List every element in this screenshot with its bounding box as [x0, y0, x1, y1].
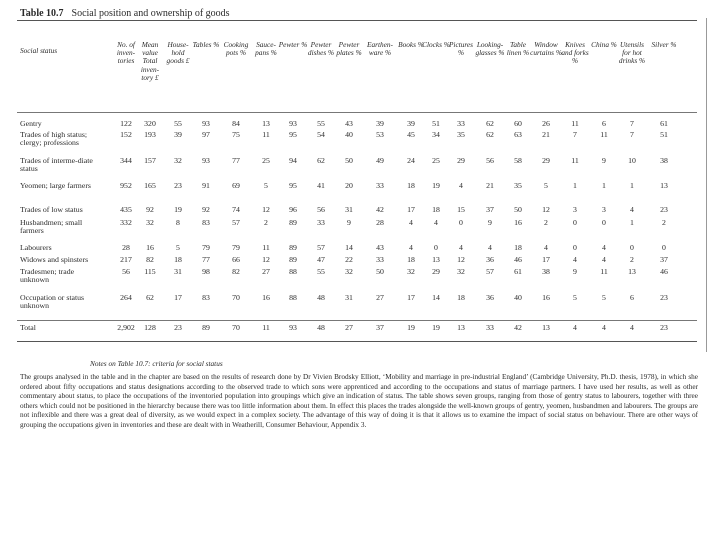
table-cell: 83 — [202, 293, 210, 302]
table-cell: 43 — [376, 243, 384, 252]
table-cell: 79 — [232, 243, 240, 252]
row-label: Trades of interme-diate status — [20, 156, 93, 174]
table-cell: 20 — [345, 181, 353, 190]
table-cell: 70 — [232, 293, 240, 302]
table-cell: 60 — [514, 119, 522, 128]
table-cell: 18 — [432, 205, 440, 214]
table-cell: 13 — [628, 267, 636, 276]
table-cell: 435 — [120, 205, 132, 214]
table-cell: 4 — [409, 243, 413, 252]
table-cell: 332 — [120, 218, 132, 227]
table-cell: 56 — [122, 267, 130, 276]
table-cell: 34 — [432, 130, 440, 139]
table-cell: 29 — [432, 267, 440, 276]
table-cell: 33 — [317, 218, 325, 227]
table-cell: 93 — [202, 156, 210, 165]
table-cell: 4 — [630, 205, 634, 214]
table-cell: 5 — [573, 293, 577, 302]
table-cell: 89 — [289, 243, 297, 252]
table-cell: 88 — [289, 293, 297, 302]
table-cell: 42 — [376, 205, 384, 214]
table-cell: 128 — [144, 323, 156, 332]
table-cell: 31 — [174, 267, 182, 276]
table-cell: 82 — [232, 267, 240, 276]
table-cell: 9 — [602, 156, 606, 165]
table-cell: 57 — [317, 243, 325, 252]
table-cell: 29 — [542, 156, 550, 165]
header-social-status: Social status — [20, 46, 58, 55]
table-cell: 91 — [202, 181, 210, 190]
table-cell: 36 — [486, 293, 494, 302]
table-cell: 17 — [542, 255, 550, 264]
table-cell: 95 — [289, 181, 297, 190]
table-cell: 11 — [600, 130, 608, 139]
table-cell: 66 — [232, 255, 240, 264]
table-cell: 32 — [146, 218, 154, 227]
table-cell: 0 — [602, 218, 606, 227]
table-cell: 53 — [376, 130, 384, 139]
table-cell: 9 — [347, 218, 351, 227]
table-cell: 21 — [542, 130, 550, 139]
table-cell: 31 — [345, 293, 353, 302]
column-header: Sauce-pans % — [255, 40, 277, 58]
table-cell: 98 — [202, 267, 210, 276]
table-cell: 264 — [120, 293, 132, 302]
table-cell: 19 — [407, 323, 415, 332]
table-cell: 23 — [660, 323, 668, 332]
table-cell: 8 — [176, 218, 180, 227]
table-cell: 93 — [289, 119, 297, 128]
table-cell: 50 — [345, 156, 353, 165]
table-cell: 18 — [514, 243, 522, 252]
column-header: China % — [591, 40, 617, 49]
table-cell: 11 — [600, 267, 608, 276]
table-cell: 12 — [542, 205, 550, 214]
table-cell: 4 — [544, 243, 548, 252]
header-rule — [17, 112, 697, 113]
table-cell: 33 — [486, 323, 494, 332]
table-cell: 56 — [486, 156, 494, 165]
table-cell: 62 — [146, 293, 154, 302]
table-cell: 51 — [432, 119, 440, 128]
table-cell: 23 — [660, 205, 668, 214]
table-cell: 55 — [174, 119, 182, 128]
table-cell: 37 — [660, 255, 668, 264]
table-cell: 4 — [602, 255, 606, 264]
column-header: Looking-glasses % — [475, 40, 505, 58]
column-header: Clocks % — [422, 40, 450, 49]
column-header: House-hold goods £ — [166, 40, 190, 66]
column-header: Earthen-ware % — [367, 40, 393, 58]
table-cell: 1 — [630, 181, 634, 190]
table-cell: 93 — [289, 323, 297, 332]
table-cell: 19 — [432, 323, 440, 332]
table-cell: 22 — [345, 255, 353, 264]
row-label: Widows and spinsters — [20, 255, 89, 264]
table-cell: 25 — [262, 156, 270, 165]
row-label: Labourers — [20, 243, 52, 252]
table-cell: 13 — [542, 323, 550, 332]
table-cell: 63 — [514, 130, 522, 139]
table-cell: 14 — [345, 243, 353, 252]
column-header: Books % — [398, 40, 424, 49]
table-cell: 69 — [232, 181, 240, 190]
table-cell: 45 — [407, 130, 415, 139]
table-cell: 217 — [120, 255, 132, 264]
table-cell: 3 — [573, 205, 577, 214]
table-cell: 89 — [202, 323, 210, 332]
table-cell: 32 — [345, 267, 353, 276]
table-cell: 40 — [345, 130, 353, 139]
table-cell: 152 — [120, 130, 132, 139]
table-cell: 54 — [317, 130, 325, 139]
table-cell: 27 — [345, 323, 353, 332]
table-cell: 56 — [317, 205, 325, 214]
table-cell: 12 — [262, 255, 270, 264]
table-cell: 165 — [144, 181, 156, 190]
table-cell: 36 — [486, 255, 494, 264]
table-cell: 61 — [660, 119, 668, 128]
bottom-rule — [17, 341, 697, 342]
table-cell: 14 — [432, 293, 440, 302]
table-cell: 58 — [514, 156, 522, 165]
vertical-rule — [706, 18, 707, 352]
table-cell: 15 — [457, 205, 465, 214]
table-cell: 51 — [660, 130, 668, 139]
table-cell: 4 — [573, 323, 577, 332]
table-cell: 27 — [376, 293, 384, 302]
table-cell: 48 — [317, 323, 325, 332]
table-title — [20, 8, 230, 19]
table-cell: 4 — [573, 255, 577, 264]
table-cell: 10 — [628, 156, 636, 165]
table-cell: 11 — [262, 243, 270, 252]
table-cell: 92 — [146, 205, 154, 214]
table-cell: 19 — [432, 181, 440, 190]
table-cell: 11 — [262, 323, 270, 332]
table-cell: 16 — [146, 243, 154, 252]
table-cell: 50 — [514, 205, 522, 214]
total-rule — [17, 320, 697, 321]
table-cell: 33 — [457, 119, 465, 128]
table-cell: 37 — [376, 323, 384, 332]
table-cell: 37 — [486, 205, 494, 214]
table-cell: 61 — [514, 267, 522, 276]
table-caption: Social position and ownership of goods — [71, 8, 230, 19]
column-header: Knives and forks % — [561, 40, 589, 66]
table-cell: 97 — [202, 130, 210, 139]
column-header: Pictures % — [448, 40, 474, 58]
column-header: Tables % — [192, 40, 220, 49]
table-cell: 41 — [317, 181, 325, 190]
table-cell: 4 — [459, 181, 463, 190]
column-header: Cooking pots % — [223, 40, 249, 58]
table-cell: 40 — [514, 293, 522, 302]
table-cell: 4 — [602, 323, 606, 332]
column-header: Pewter plates % — [336, 40, 362, 58]
table-cell: 12 — [262, 205, 270, 214]
table-cell: 13 — [660, 181, 668, 190]
table-cell: 19 — [174, 205, 182, 214]
table-cell: 39 — [174, 130, 182, 139]
table-cell: 39 — [407, 119, 415, 128]
table-cell: 11 — [571, 119, 579, 128]
table-cell: 57 — [232, 218, 240, 227]
table-cell: 28 — [376, 218, 384, 227]
column-header: Pewter % — [278, 40, 308, 49]
table-cell: 23 — [174, 181, 182, 190]
table-cell: 4 — [409, 218, 413, 227]
table-cell: 4 — [434, 218, 438, 227]
table-cell: 38 — [542, 267, 550, 276]
table-cell: 12 — [457, 255, 465, 264]
table-cell: 7 — [573, 130, 577, 139]
table-cell: 33 — [376, 255, 384, 264]
table-cell: 2,902 — [117, 323, 135, 332]
table-cell: 27 — [262, 267, 270, 276]
table-cell: 1 — [573, 181, 577, 190]
table-cell: 0 — [662, 243, 666, 252]
column-header: Table linen % — [506, 40, 530, 58]
table-cell: 0 — [434, 243, 438, 252]
table-cell: 193 — [144, 130, 156, 139]
table-cell: 43 — [345, 119, 353, 128]
table-cell: 70 — [232, 323, 240, 332]
table-cell: 3 — [602, 205, 606, 214]
table-cell: 0 — [573, 243, 577, 252]
table-cell: 122 — [120, 119, 132, 128]
table-cell: 32 — [407, 267, 415, 276]
table-cell: 11 — [262, 130, 270, 139]
row-label: Husbandmen; small farmers — [20, 218, 83, 236]
table-cell: 2 — [544, 218, 548, 227]
table-cell: 4 — [602, 243, 606, 252]
table-cell: 6 — [630, 293, 634, 302]
table-cell: 157 — [144, 156, 156, 165]
table-cell: 29 — [457, 156, 465, 165]
table-cell: 11 — [571, 156, 579, 165]
table-cell: 57 — [486, 267, 494, 276]
table-cell: 7 — [630, 130, 634, 139]
table-cell: 38 — [660, 156, 668, 165]
row-label: Trades of high status; clergy; professions — [20, 130, 88, 148]
table-cell: 96 — [289, 205, 297, 214]
table-cell: 89 — [289, 255, 297, 264]
table-cell: 0 — [630, 243, 634, 252]
table-cell: 48 — [317, 293, 325, 302]
table-cell: 74 — [232, 205, 240, 214]
table-cell: 83 — [202, 218, 210, 227]
table-cell: 17 — [174, 293, 182, 302]
table-cell: 62 — [486, 119, 494, 128]
table-cell: 79 — [202, 243, 210, 252]
column-header: Silver % — [651, 40, 677, 49]
table-cell: 35 — [514, 181, 522, 190]
table-cell: 16 — [514, 218, 522, 227]
row-label: Tradesmen; trade unknown — [20, 267, 75, 285]
table-cell: 344 — [120, 156, 132, 165]
table-cell: 24 — [407, 156, 415, 165]
notes-title: Notes on Table 10.7: criteria for social status — [90, 359, 223, 368]
table-cell: 5 — [544, 181, 548, 190]
table-cell: 46 — [660, 267, 668, 276]
table-cell: 9 — [573, 267, 577, 276]
table-cell: 952 — [120, 181, 132, 190]
column-header: Utensils for hot drinks % — [618, 40, 646, 66]
table-cell: 4 — [630, 323, 634, 332]
table-cell: 13 — [432, 255, 440, 264]
table-cell: 1 — [602, 181, 606, 190]
table-cell: 5 — [264, 181, 268, 190]
table-number: Table 10.7 — [20, 8, 64, 19]
table-cell: 62 — [486, 130, 494, 139]
table-cell: 320 — [144, 119, 156, 128]
table-cell: 95 — [289, 130, 297, 139]
table-cell: 2 — [630, 255, 634, 264]
table-cell: 4 — [488, 243, 492, 252]
table-cell: 89 — [289, 218, 297, 227]
table-cell: 94 — [289, 156, 297, 165]
row-label: Yeomen; large farmers — [20, 181, 91, 190]
table-cell: 46 — [514, 255, 522, 264]
table-cell: 42 — [514, 323, 522, 332]
table-cell: 18 — [407, 255, 415, 264]
column-header: Window curtains % — [530, 40, 562, 58]
table-cell: 0 — [459, 218, 463, 227]
table-cell: 13 — [262, 119, 270, 128]
table-cell: 33 — [376, 181, 384, 190]
table-cell: 25 — [432, 156, 440, 165]
table-cell: 32 — [174, 156, 182, 165]
column-header: No. of inven-tories — [116, 40, 136, 66]
table-cell: 5 — [176, 243, 180, 252]
top-rule — [17, 20, 697, 21]
table-cell: 17 — [407, 293, 415, 302]
table-cell: 16 — [262, 293, 270, 302]
table-cell: 50 — [376, 267, 384, 276]
table-cell: 16 — [542, 293, 550, 302]
table-cell: 47 — [317, 255, 325, 264]
table-cell: 7 — [630, 119, 634, 128]
table-cell: 115 — [144, 267, 156, 276]
table-cell: 49 — [376, 156, 384, 165]
table-cell: 28 — [122, 243, 130, 252]
table-cell: 77 — [202, 255, 210, 264]
table-cell: 92 — [202, 205, 210, 214]
row-label: Trades of low status — [20, 205, 83, 214]
row-label: Gentry — [20, 119, 42, 128]
table-cell: 0 — [573, 218, 577, 227]
table-cell: 13 — [457, 323, 465, 332]
table-cell: 4 — [459, 243, 463, 252]
table-cell: 1 — [630, 218, 634, 227]
total-label: Total — [20, 323, 36, 332]
table-cell: 32 — [457, 267, 465, 276]
table-cell: 21 — [486, 181, 494, 190]
table-cell: 39 — [376, 119, 384, 128]
table-cell: 82 — [146, 255, 154, 264]
table-cell: 93 — [202, 119, 210, 128]
table-cell: 18 — [174, 255, 182, 264]
table-cell: 35 — [457, 130, 465, 139]
notes-text: The groups analysed in the table and in the chapter are based on the results of research done by Dr Vivien Brodsky Elliott, ‘Mobility and marriage in pre-industrial England’ (Cambridge University, Ph.D. thesis, 1978), in which she ordered about fifty occupations and status designations according to the observed trade to which sons were apprenticed and according to the occupations and status of marriage partners. I have used her results, as well as other commentary about status, to place the occupations of the inventoried population into groupings which give an indication of status. The table shows seven groups, ranging from those of gentry status to labourers, together with three others which could not be positioned in the hierarchy because there was too little information about them. In effect this places the trades alongside the well-known groups of gentry, yeomen, husbandmen and labourers. The groups are not inflexible and there was a great deal of diversity, as we would expect in a complex society. The advantage of this way of doing it is that it allows us to examine the impact of social status on behaviour. There are other ways of grouping the occupations given in inventories and these are dealt with in Weatherill, Consumer Behaviour, Appendix 3. — [20, 373, 698, 429]
table-cell: 62 — [317, 156, 325, 165]
table-cell: 26 — [542, 119, 550, 128]
table-cell: 31 — [345, 205, 353, 214]
table-cell: 5 — [602, 293, 606, 302]
table-cell: 55 — [317, 119, 325, 128]
table-cell: 2 — [662, 218, 666, 227]
table-cell: 77 — [232, 156, 240, 165]
table-cell: 18 — [457, 293, 465, 302]
column-header: Pewter dishes % — [307, 40, 335, 58]
table-cell: 17 — [407, 205, 415, 214]
table-cell: 88 — [289, 267, 297, 276]
table-cell: 75 — [232, 130, 240, 139]
table-cell: 6 — [602, 119, 606, 128]
table-cell: 23 — [174, 323, 182, 332]
table-cell: 18 — [407, 181, 415, 190]
row-label: Occupation or status unknown — [20, 293, 85, 311]
table-cell: 2 — [264, 218, 268, 227]
table-cell: 84 — [232, 119, 240, 128]
table-cell: 55 — [317, 267, 325, 276]
column-header: Mean value Total inven-tory £ — [140, 40, 160, 82]
table-cell: 23 — [660, 293, 668, 302]
table-cell: 9 — [488, 218, 492, 227]
